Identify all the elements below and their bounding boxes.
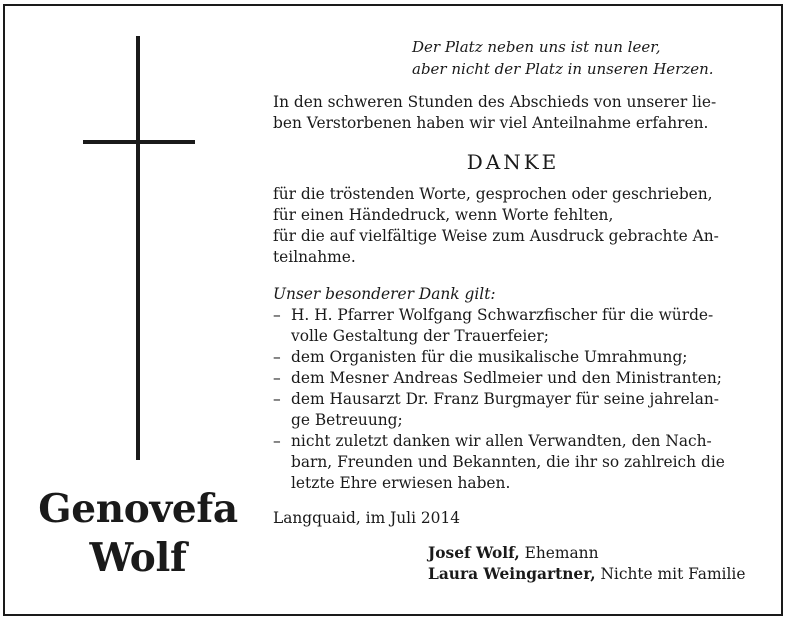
cross-bar [83, 140, 195, 144]
deceased-last-name: Wolf [89, 535, 187, 581]
thanks-line: volle Gestaltung der Trauerfeier; [291, 327, 549, 345]
thanks-line: dem Hausarzt Dr. Franz Burgmayer für seine jahrelan- [291, 390, 719, 408]
reason-line: für die tröstenden Worte, gesprochen oder geschrieben, [273, 185, 713, 203]
reasons-paragraph [273, 184, 753, 268]
thanks-line: letzte Ehre erwiesen haben. [291, 474, 511, 492]
intro-line: In den schweren Stunden des Abschieds von unserer lie- [273, 93, 717, 111]
cross-icon [136, 36, 140, 460]
place-date: Langquaid, im Juli 2014 [273, 509, 461, 527]
thanks-line: dem Organisten für die musikalische Umrahmung; [291, 348, 688, 366]
signatory-name: Laura Weingartner, [428, 565, 596, 583]
motto-line: aber nicht der Platz in unseren Herzen. [412, 60, 714, 78]
signatory-relation: Ehemann [519, 544, 599, 562]
reason-line: teilnahme. [273, 248, 356, 266]
motto-line: Der Platz neben uns ist nun leer, [412, 38, 661, 56]
signatory [428, 543, 768, 564]
dash-bullet: – [273, 390, 281, 408]
dash-bullet: – [273, 306, 281, 324]
deceased-first-name: Genovefa [38, 486, 238, 532]
signatory-relation: Nichte mit Familie [595, 565, 746, 583]
dash-bullet: – [273, 348, 281, 366]
thanks-line: nicht zuletzt danken wir allen Verwandten, den Nach- [291, 432, 712, 450]
thanks-line: barn, Freunden und Bekannten, die ihr so zahlreich die [291, 453, 725, 471]
reason-line: für die auf vielfältige Weise zum Ausdruck gebrachte An- [273, 227, 719, 245]
intro-line: ben Verstorbenen haben wir viel Anteilnahme erfahren. [273, 114, 709, 132]
dash-bullet: – [273, 432, 281, 450]
reason-line: für einen Händedruck, wenn Worte fehlten, [273, 206, 614, 224]
special-thanks-heading: Unser besonderer Dank gilt: [273, 285, 496, 303]
thanks-line: dem Mesner Andreas Sedlmeier und den Ministranten; [291, 369, 722, 387]
danke-heading: DANKE [466, 150, 560, 174]
signatory-name: Josef Wolf, [428, 544, 520, 562]
intro-paragraph [273, 92, 753, 134]
thanks-line: H. H. Pfarrer Wolfgang Schwarzfischer für die würde- [291, 306, 714, 324]
dash-bullet: – [273, 369, 281, 387]
signatory [428, 564, 768, 585]
thanks-line: ge Betreuung; [291, 411, 403, 429]
motto [412, 36, 762, 80]
